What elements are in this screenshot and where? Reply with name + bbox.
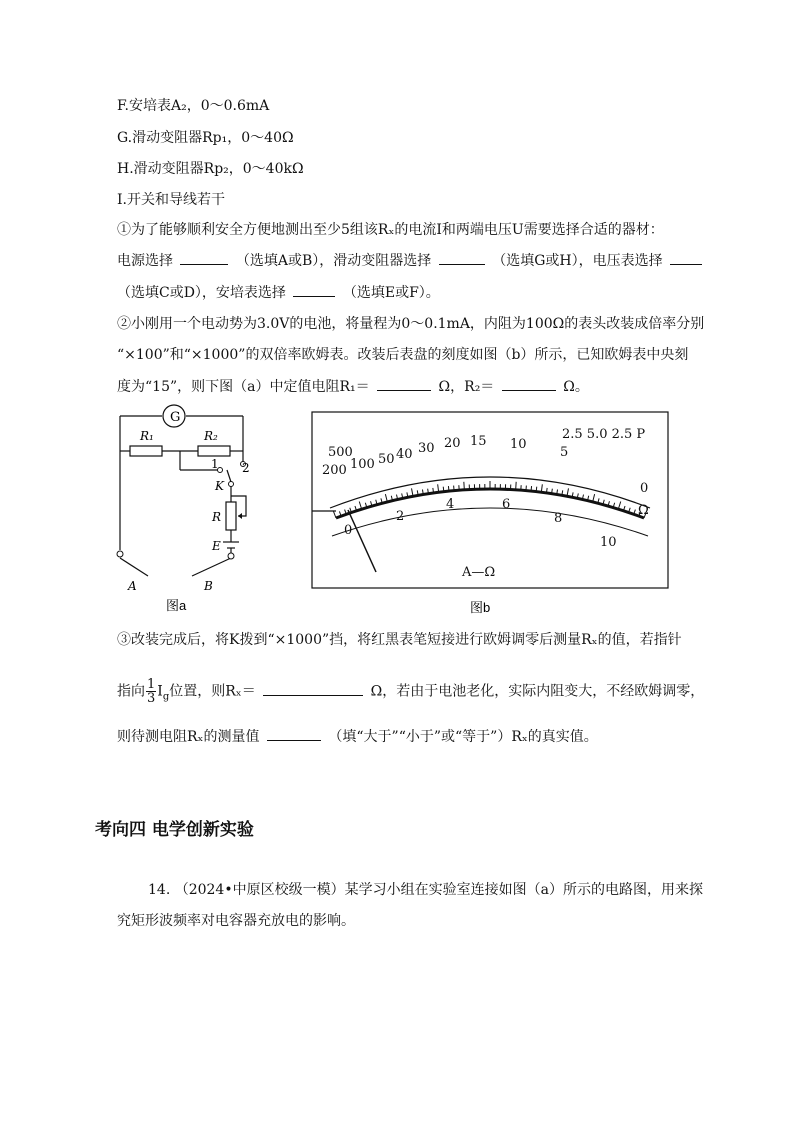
dial-tick: [464, 482, 465, 490]
r2-answer-blank[interactable]: [502, 376, 556, 391]
q3-line3: [117, 726, 598, 747]
q1-amp-hint: （选填E或F）。: [342, 285, 440, 301]
current-symbol: I: [157, 683, 163, 700]
comparison-answer-blank[interactable]: [267, 726, 321, 741]
linear-tick-6: 6: [502, 497, 511, 512]
rx-answer-blank[interactable]: [263, 681, 363, 696]
q2-line3-c: Ω。: [563, 379, 589, 395]
q1-line2: [117, 250, 705, 271]
ohm-tick-20: 20: [444, 436, 461, 451]
q1-rheo-hint: （选填G或H），电压表选择: [492, 253, 663, 269]
ohm-tick-5: 5: [560, 445, 569, 460]
section-heading: 考向四 电学创新实验: [95, 820, 254, 840]
linear-tick-0: 0: [344, 523, 353, 538]
ohm-tick-500: 500: [328, 445, 353, 460]
q3-line1: ③改装完成后，将K拨到“×1000”挡，将红黑表笔短接进行欧姆调零后测量Rₓ的值，若指针: [117, 632, 682, 648]
ohm-tick-50: 50: [378, 452, 395, 467]
r1-label: R₁: [140, 429, 154, 443]
linear-tick-2: 2: [396, 509, 405, 524]
power-answer-blank[interactable]: [180, 250, 228, 265]
q2-line3-b: Ω，R₂＝: [438, 379, 495, 395]
meter-type-label: A—Ω: [462, 565, 496, 580]
ohm-tick-100: 100: [350, 457, 375, 472]
ohm-tick-200: 200: [322, 463, 347, 478]
rheostat-label: R: [212, 510, 222, 524]
linear-tick-4: 4: [446, 497, 455, 512]
q2-line3-a: 度为“15”，则下图（a）中定值电阻R₁＝: [117, 379, 370, 395]
ohm-symbol: Ω: [638, 503, 649, 518]
position-1-label: 1: [211, 457, 219, 471]
dial-tick: [433, 488, 434, 493]
rheostat-answer-blank[interactable]: [439, 250, 485, 265]
q1-volt-hint: （选填C或D），安培表选择: [117, 285, 286, 301]
q3-line2-d: Ω，若由于电池老化，实际内阻变大，不经欧姆调零，: [370, 683, 705, 700]
q2-line3: [117, 376, 589, 397]
ohm-tick-10: 10: [510, 437, 527, 452]
option-h: H.滑动变阻器Rp₂，0～40kΩ: [117, 161, 304, 177]
dial-tick: [536, 487, 537, 492]
linear-tick-8: 8: [554, 511, 563, 526]
figure-a-caption: 图a: [166, 598, 187, 613]
q14-line2: 究矩形波频率对电容器充放电的影响。: [117, 913, 355, 929]
q3-line2: [117, 678, 704, 707]
q1-line3: [117, 282, 440, 303]
q1-power-label: 电源选择: [117, 253, 173, 269]
dial-tick: [546, 488, 547, 493]
option-f: F.安培表A₂，0～0.6mA: [117, 98, 270, 114]
figure-b-caption: 图b: [470, 600, 491, 615]
r1-answer-blank[interactable]: [377, 376, 431, 391]
r2-label: R₂: [204, 429, 218, 443]
q14-line1: 14. （2024•中原区校级一模）某学习小组在实验室连接如图（a）所示的电路图，用来探: [148, 882, 703, 898]
galvanometer-label: G: [170, 410, 181, 425]
ohm-tick-30: 30: [418, 441, 435, 456]
current-subscript: g: [162, 691, 170, 703]
battery-label: E: [212, 539, 221, 553]
option-i: I.开关和导线若干: [117, 192, 225, 208]
ammeter-answer-blank[interactable]: [293, 282, 335, 297]
q1-intro: ①为了能够顺利安全方便地测出至少5组该Rₓ的电流I和两端电压U需要选择合适的器材：: [117, 222, 664, 238]
switch-label: K: [215, 479, 224, 493]
linear-tick-10: 10: [600, 535, 617, 550]
one-third-fraction: $\frac{1}{3}$: [147, 677, 156, 706]
range-labels: 2.5 5.0 2.5 P: [562, 427, 646, 442]
position-2-label: 2: [242, 461, 250, 475]
q2-line2: “×100”和“×1000”的双倍率欧姆表。改装后表盘的刻度如图（b）所示，已知欧姆表中央刻: [117, 347, 689, 363]
ohm-tick-0: 0: [640, 481, 649, 496]
option-g: G.滑动变阻器Rp₁，0～40Ω: [117, 130, 294, 146]
ohm-tick-15: 15: [470, 434, 487, 449]
dial-tick: [516, 482, 517, 490]
ohmmeter-dial: [310, 410, 670, 620]
terminal-b-label: B: [204, 579, 213, 593]
q1-power-hint: （选填A或B），滑动变阻器选择: [235, 253, 432, 269]
dial-tick: [443, 487, 444, 492]
ohm-tick-40: 40: [396, 447, 413, 462]
q3-line2-a: 指向: [117, 683, 145, 700]
voltmeter-answer-blank[interactable]: [670, 250, 702, 265]
circuit-diagram: [108, 400, 278, 620]
dial-tick: [333, 511, 336, 518]
q3-line3-b: （填“大于”“小于”或“等于”）Rₓ的真实值。: [328, 729, 598, 745]
q3-line3-a: 则待测电阻Rₓ的测量值: [117, 729, 260, 745]
terminal-a-label: A: [128, 579, 137, 593]
q3-line2-c: 位置，则Rₓ＝: [169, 683, 256, 700]
q2-line1: ②小刚用一个电动势为3.0V的电池，将量程为0～0.1mA，内阻为100Ω的表头改装成倍率分别: [117, 316, 705, 332]
